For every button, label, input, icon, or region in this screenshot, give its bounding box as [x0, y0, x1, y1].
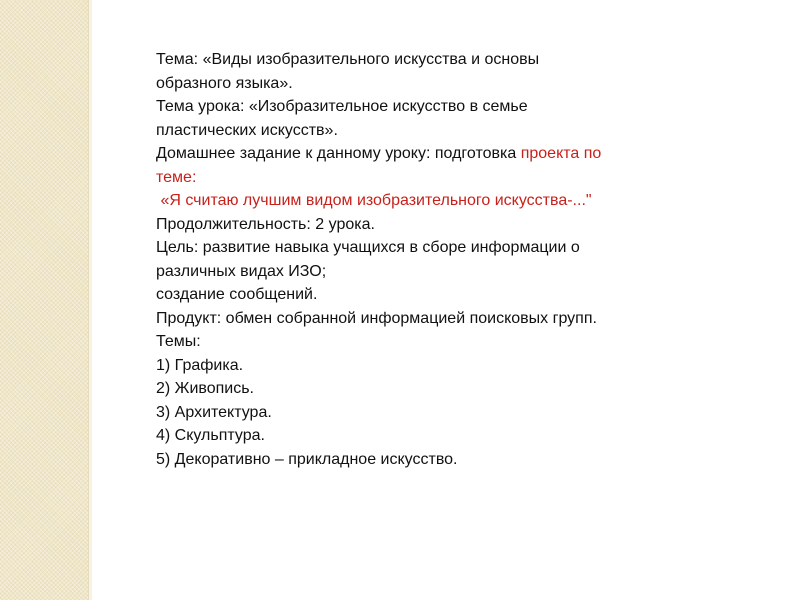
homework-project-title: «Я считаю лучшим видом изобразительного искусства-...": [156, 192, 592, 209]
topic-line-1: Тема: «Виды изобразительного искусства и основы: [156, 51, 540, 68]
theme-item-painting: 2) Живопись.: [156, 380, 254, 397]
homework-prefix: Домашнее задание к данному уроку: подготовка: [156, 145, 521, 162]
homework-project-highlight: проекта по: [520, 145, 602, 162]
themes-heading: Темы:: [156, 333, 201, 350]
lesson-topic-line-1: Тема урока: «Изобразительное искусство в семье: [156, 98, 528, 115]
product-line: Продукт: обмен собранной информацией поисковых групп.: [156, 309, 597, 327]
theme-item-decorative-art: 5) Декоративно – прикладное искусство.: [156, 450, 458, 468]
duration-line: Продолжительность: 2 урока.: [156, 215, 375, 233]
theme-item-architecture: 3) Архитектура.: [156, 403, 272, 421]
topic-line-2: образного языка».: [156, 74, 293, 92]
lesson-topic-line-2: пластических искусств».: [156, 121, 338, 139]
side-divider: [88, 0, 92, 600]
homework-topic-label: теме:: [156, 168, 197, 186]
goal-line-2: различных видах ИЗО;: [156, 262, 327, 280]
theme-item-sculpture: 4) Скульптура.: [156, 427, 265, 444]
theme-item-graphics: 1) Графика.: [156, 356, 244, 374]
slide-body: [156, 48, 756, 471]
goal-line-3: создание сообщений.: [156, 286, 318, 303]
decorative-side-strip: [0, 0, 88, 600]
homework-line: [156, 142, 756, 166]
goal-line-1: Цель: развитие навыка учащихся в сборе информации о: [156, 239, 580, 256]
